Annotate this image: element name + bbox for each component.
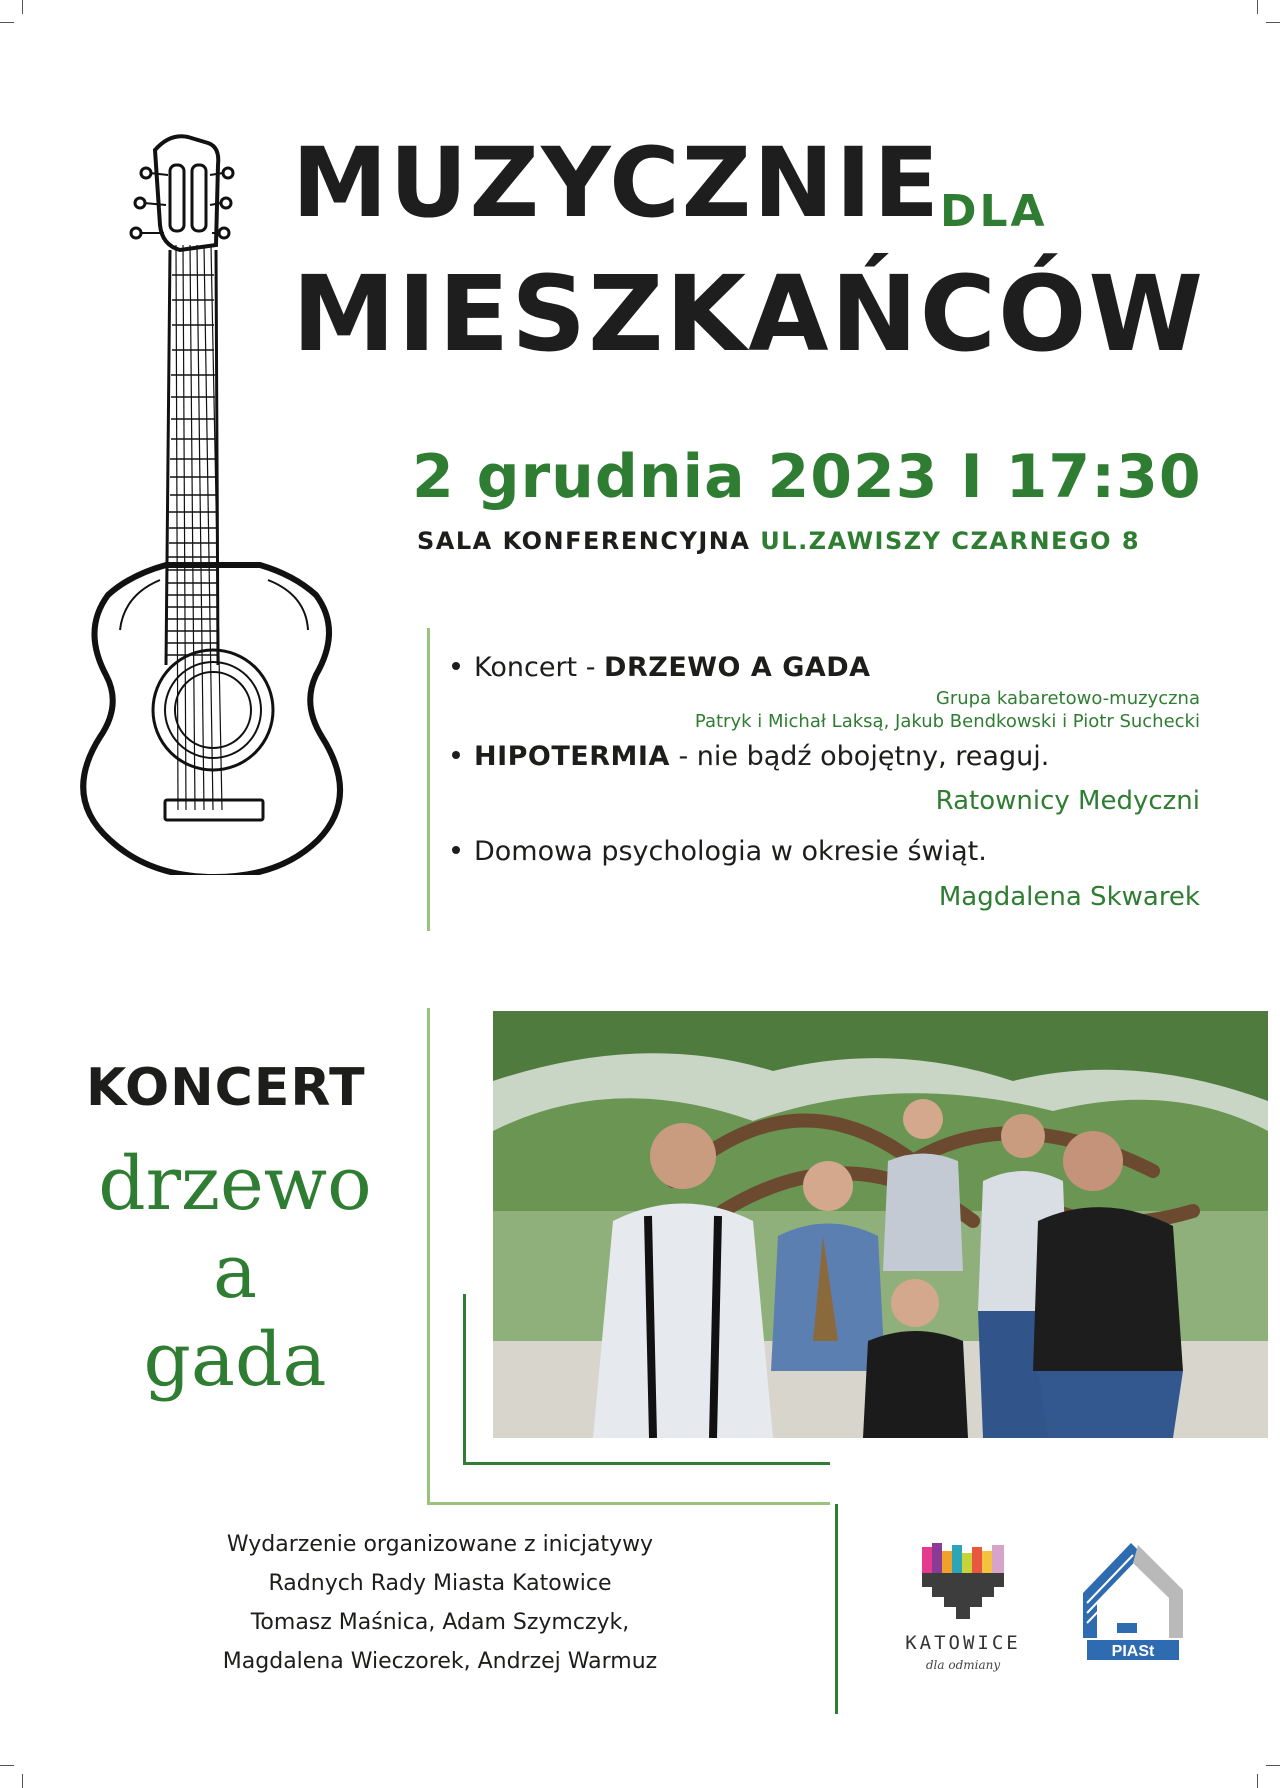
title-small-word: DLA: [940, 186, 1048, 237]
katowice-logo-tagline: dla odmiany: [925, 1658, 1001, 1672]
concert-label: KONCERT: [86, 1058, 366, 1118]
katowice-logo-icon: [922, 1543, 1004, 1625]
crop-mark: [1266, 22, 1280, 23]
program-item-1-title: DRZEWO A GADA: [604, 652, 871, 683]
organizer-credits: [150, 1525, 730, 1681]
band-name-line-2: a: [212, 1229, 258, 1315]
program-item-3: [452, 836, 987, 867]
band-name: [80, 1140, 390, 1404]
credits-line-2: Radnych Rady Miasta Katowice: [268, 1571, 612, 1596]
frame-line-left: [427, 1008, 430, 1505]
program-item-1: [452, 652, 871, 683]
frame-line-dark-vertical: [463, 1294, 466, 1464]
program-item-1-members: Patryk i Michał Laksą, Jakub Bendkowski i Piotr Suchecki: [694, 711, 1200, 732]
piast-logo-icon: [1083, 1543, 1183, 1663]
frame-line-dark-horizontal: [463, 1462, 830, 1465]
credits-line-3: Tomasz Maśnica, Adam Szymczyk,: [250, 1610, 630, 1635]
title-line-1: MUZYCZNIE: [292, 127, 941, 239]
crop-mark: [22, 0, 23, 14]
crop-mark: [1257, 1774, 1258, 1788]
crop-mark: [0, 22, 14, 23]
crop-mark: [0, 1765, 14, 1766]
footer-divider: [835, 1504, 838, 1714]
program-item-3-speaker: Magdalena Skwarek: [938, 882, 1200, 912]
bullet-icon: [452, 846, 460, 854]
crop-mark: [1266, 1765, 1280, 1766]
venue-address: UL.ZAWISZY CZARNEGO 8: [760, 527, 1141, 555]
band-name-line-1: drzewo: [98, 1141, 372, 1227]
event-date: 2 grudnia 2023 I 17:30: [412, 442, 1202, 512]
credits-line-1: Wydarzenie organizowane z inicjatywy: [226, 1532, 654, 1557]
program-item-1-prefix: Koncert -: [474, 652, 605, 683]
program-divider: [427, 628, 430, 931]
program-item-2: [452, 741, 1049, 772]
title-line-2: MIESZKAŃCÓW: [292, 253, 1206, 375]
katowice-logo-text: KATOWICE: [905, 1632, 1021, 1654]
venue-label: SALA KONFERENCYJNA: [417, 527, 751, 555]
program-item-1-subtitle: Grupa kabaretowo-muzyczna: [935, 688, 1200, 709]
bullet-icon: [452, 662, 460, 670]
program-item-2-title: HIPOTERMIA: [474, 741, 670, 772]
program-item-2-rest: - nie bądź obojętny, reaguj.: [669, 741, 1050, 772]
event-venue: [417, 527, 1140, 555]
program-item-2-speaker: Ratownicy Medyczni: [935, 786, 1200, 816]
band-name-line-3: gada: [143, 1317, 327, 1403]
frame-line-bottom: [427, 1502, 830, 1505]
bullet-icon: [452, 751, 460, 759]
piast-logo-text: PIASt: [1111, 1643, 1155, 1660]
crop-mark: [1257, 0, 1258, 14]
band-photo: [493, 1011, 1268, 1438]
program-item-3-title: Domowa psychologia w okresie świąt.: [474, 836, 987, 867]
crop-mark: [22, 1774, 23, 1788]
credits-line-4: Magdalena Wieczorek, Andrzej Warmuz: [222, 1649, 658, 1674]
